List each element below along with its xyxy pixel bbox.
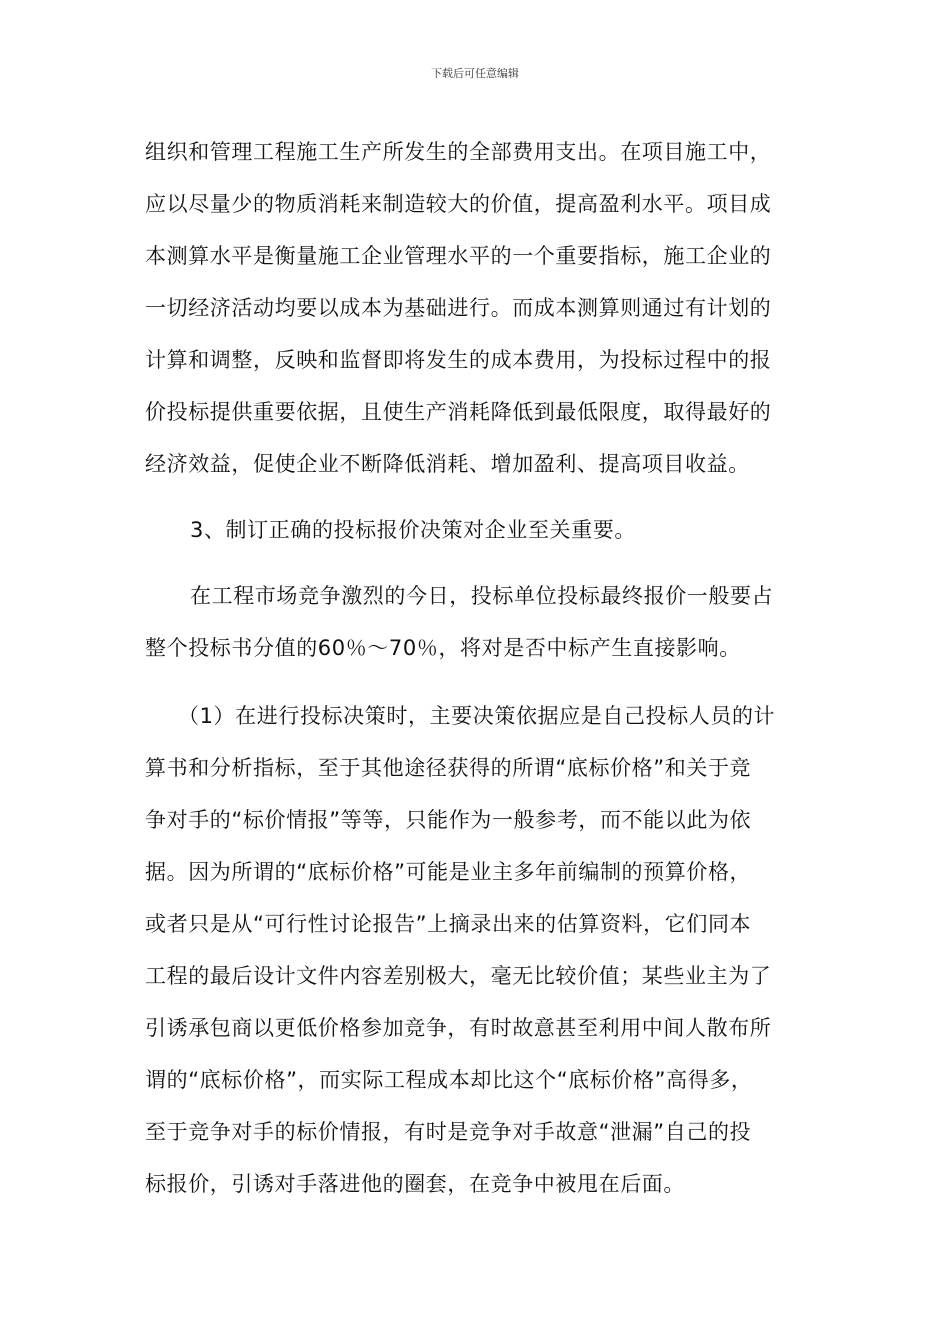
paragraph-line: 应以尽量少的物质消耗来制造较大的价值，提高盈利水平。项目成 xyxy=(145,192,772,216)
paragraph-line: 整个投标书分值的60％～70％，将对是否中标产生直接影响。 xyxy=(145,636,741,660)
paragraph-line: 谓的“底标价格”，而实际工程成本却比这个“底标价格”高得多， xyxy=(145,1068,753,1092)
paragraph-line: 标报价，引诱对手落进他的圈套，在竞争中被甩在后面。 xyxy=(145,1172,685,1196)
paragraph-line: 在工程市场竞争激烈的今日，投标单位投标最终报价一般要占 xyxy=(190,584,774,608)
paragraph-line: （1）在进行投标决策时，主要决策依据应是自己投标人员的计 xyxy=(178,704,776,728)
paragraph-line: 争对手的“标价情报”等等，只能作为一般参考，而不能以此为依 xyxy=(145,808,752,832)
paragraph-line: 一切经济活动均要以成本为基础进行。而成本测算则通过有计划的 xyxy=(145,296,772,320)
paragraph-line: 至于竞争对手的标价情报，有时是竞争对手故意“泄漏”自己的投 xyxy=(145,1120,752,1144)
paragraph-line: 据。因为所谓的“底标价格”可能是业主多年前编制的预算价格， xyxy=(145,860,752,884)
paragraph-line: 经济效益，促使企业不断降低消耗、增加盈利、提高项目收益。 xyxy=(145,452,750,476)
paragraph-line: 工程的最后设计文件内容差别极大，毫无比较价值；某些业主为了 xyxy=(145,964,772,988)
paragraph-line: 或者只是从“可行性讨论报告”上摘录出来的估算资料，它们同本 xyxy=(145,912,752,936)
paragraph-line: 算书和分析指标，至于其他途径获得的所谓“底标价格”和关于竞 xyxy=(145,756,752,780)
paragraph-line: 价投标提供重要依据，且使生产消耗降低到最低限度，取得最好的 xyxy=(145,400,772,424)
paragraph-line: 组织和管理工程施工生产所发生的全部费用支出。在项目施工中， xyxy=(145,140,772,164)
paragraph-line: 本测算水平是衡量施工企业管理水平的一个重要指标，施工企业的 xyxy=(145,244,772,268)
paragraph-line: 计算和调整，反映和监督即将发生的成本费用，为投标过程中的报 xyxy=(145,348,772,372)
section-heading: 3、制订正确的投标报价决策对企业至关重要。 xyxy=(190,518,636,542)
paragraph-line: 引诱承包商以更低价格参加竞争，有时故意甚至利用中间人散布所 xyxy=(145,1016,772,1040)
page-header: 下载后可任意编辑 xyxy=(431,67,519,80)
